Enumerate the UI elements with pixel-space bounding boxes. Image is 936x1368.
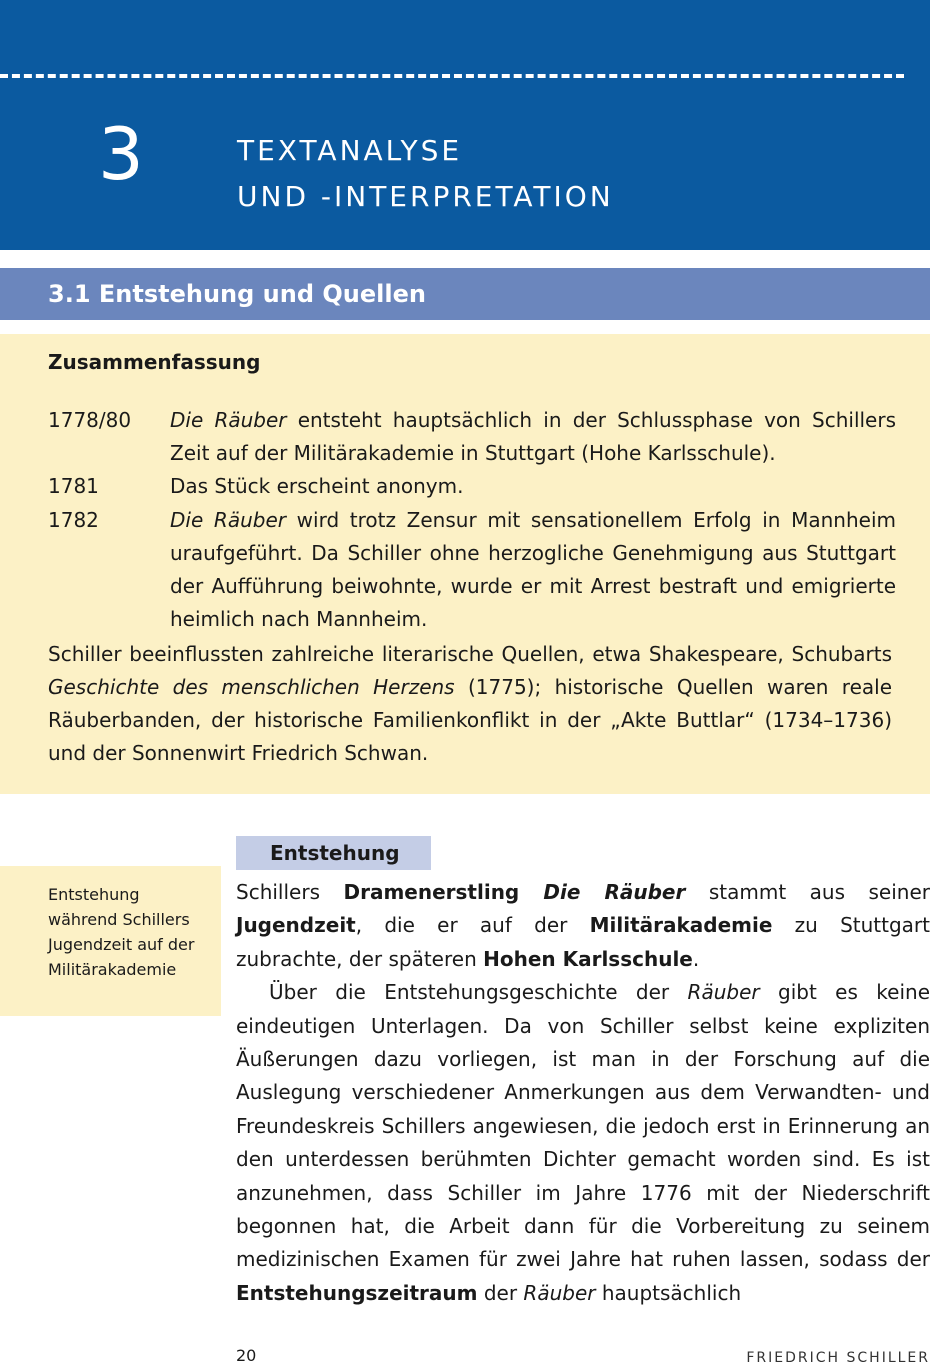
page-number: 20 [236,1346,257,1365]
work-title: Geschichte des menschlichen Herzens [48,675,455,699]
timeline-text: Die Räuber entsteht hauptsächlich in der Schlussphase von Schillers Zeit auf der Militärakademie in Stuttgart (Hohe Karlsschule). [170,408,897,465]
chapter-title-line-1: TEXTANALYSE [237,134,463,167]
summary-sources-paragraph: Schiller beeinflussten zahlreiche literarische Quellen, etwa Shakespeare, Schubarts Geschichte des menschlichen Herzens (1775); historische Quellen waren reale Räuberbanden, der historische Familienkonflikt in der „Akte Buttlar“ (1734–1736) und der Sonnenwirt Friedrich Schwan. [48,642,892,765]
timeline-text: Das Stück erscheint anonym. [170,474,464,498]
subheading-box [236,836,431,870]
section-header [0,268,930,320]
dashed-divider [0,74,904,78]
timeline-year: 1782 [48,508,99,532]
summary-box [0,334,930,794]
body-paragraph: Schillers Dramenerstling Die Räuber stammt aus seiner Jugendzeit, die er auf der Militärakademie zu Stuttgart zubrachte, der späteren Hohen Karlsschule. [236,880,930,971]
margin-note [0,866,221,1016]
subheading: Entstehung [270,841,400,865]
section-title: 3.1 Entstehung und Quellen [48,280,426,308]
summary-heading: Zusammenfassung [48,350,261,374]
chapter-title [237,128,614,220]
timeline-year: 1778/80 [48,408,132,432]
margin-note-text: Entstehung während Schillers Jugendzeit auf der Militärakademie [48,885,195,979]
timeline-text: Die Räuber wird trotz Zensur mit sensationellem Erfolg in Mannheim uraufgeführt. Da Schiller ohne herzogliche Genehmigung aus Stuttgart der Aufführung beiwohnte, wurde er mit Arrest bestraft und emigrierte heimlich nach Mannheim. [170,508,896,631]
chapter-header [0,0,930,250]
body-text [236,876,930,1310]
work-title: Die Räuber [170,408,287,432]
body-paragraph: Über die Entstehungsgeschichte der Räuber gibt es keine eindeutigen Unterlagen. Da von Schiller selbst keine expliziten Äußerungen dazu vorliegen, ist man in der Forschung auf die Auslegung verschiedener Anmerkungen aus dem Verwandten- und Freundeskreis Schillers angewiesen, die jedoch erst in Erinnerung an den unterdessen berühmten Dichter gemacht worden sind. Es ist anzunehmen, dass Schiller im Jahre 1776 mit der Niederschrift begonnen hat, die Arbeit dann für die Vorbereitung zu seinem medizinischen Examen für zwei Jahre hat ruhen lassen, sodass der Entstehungszeitraum der Räuber hauptsächlich [236,980,931,1305]
chapter-number: 3 [98,112,144,196]
running-head: FRIEDRICH SCHILLER [746,1350,930,1366]
work-title: Die Räuber [170,508,286,532]
timeline-year: 1781 [48,474,99,498]
chapter-title-line-2: UND -INTERPRETATION [237,180,614,213]
